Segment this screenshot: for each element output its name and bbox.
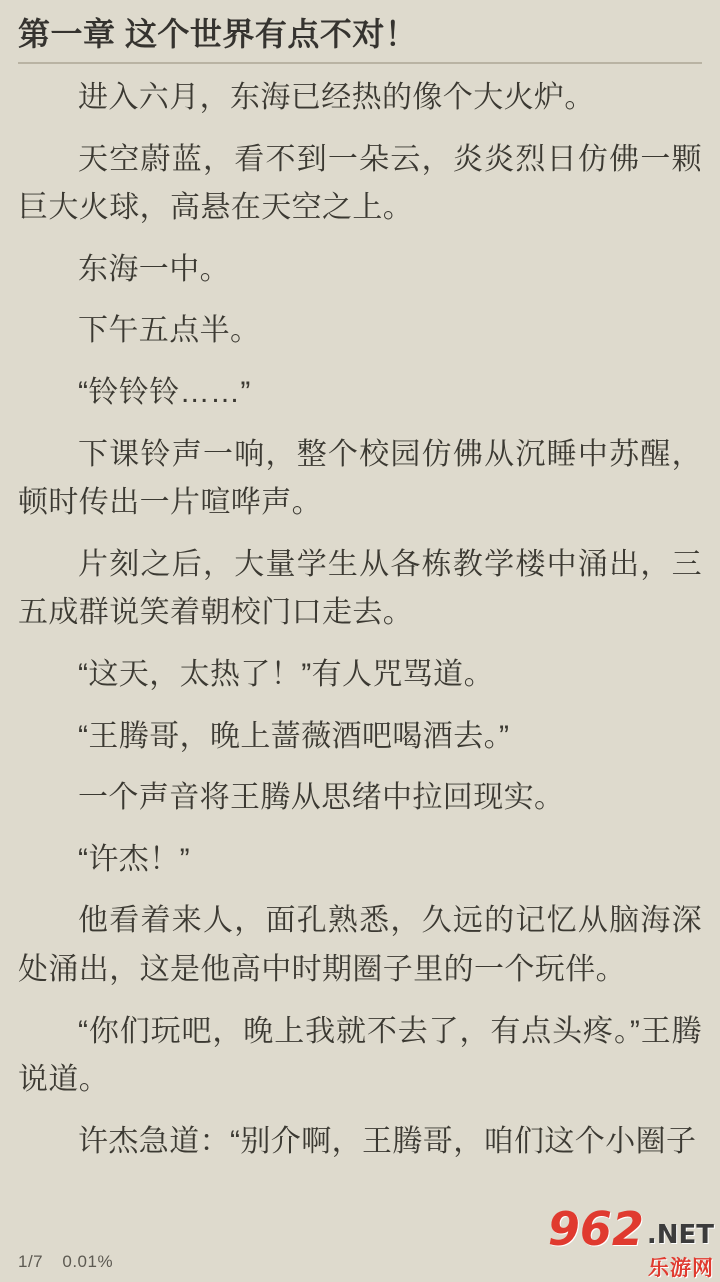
title-divider: [18, 62, 702, 64]
paragraph: 天空蔚蓝，看不到一朵云，炎炎烈日仿佛一颗巨大火球，高悬在天空之上。: [18, 142, 702, 225]
reader-status-bar: [18, 1252, 113, 1272]
paragraph: 进入六月，东海已经热的像个大火炉。: [78, 81, 595, 114]
paragraph: 他看着来人，面孔熟悉，久远的记忆从脑海深处涌出，这是他高中时期圈子里的一个玩伴。: [18, 904, 702, 986]
paragraph: “王腾哥，晚上蔷薇酒吧喝酒去。”: [78, 719, 510, 753]
paragraph: 片刻之后，大量学生从各栋教学楼中涌出，三五成群说笑着朝校门口走去。: [18, 547, 702, 630]
chapter-body: [18, 74, 702, 1166]
site-watermark: [544, 1201, 714, 1281]
paragraph: “这天，太热了！”有人咒骂道。: [78, 657, 494, 691]
progress-indicator: 0.01%: [62, 1252, 114, 1271]
paragraph: “铃铃铃……”: [78, 375, 251, 409]
paragraph: 一个声音将王腾从思绪中拉回现实。: [78, 781, 565, 815]
paragraph: 许杰急道：“别介啊，王腾哥，咱们这个小圈子: [78, 1124, 697, 1158]
paragraph: “许杰！”: [78, 842, 190, 876]
watermark-net: .NET: [646, 1220, 714, 1251]
watermark-subtitle: 乐游网: [648, 1257, 714, 1281]
paragraph: 下午五点半。: [78, 314, 261, 348]
watermark-main: [547, 1201, 714, 1256]
watermark-number: 962: [547, 1201, 644, 1256]
paragraph: 下课铃声一响，整个校园仿佛从沉睡中苏醒，顿时传出一片喧哗声。: [18, 437, 702, 520]
paragraph: 东海一中。: [78, 252, 230, 286]
page-indicator: 1/7: [18, 1252, 44, 1271]
paragraph: “你们玩吧，晚上我就不去了，有点头疼。”王腾说道。: [18, 1014, 702, 1097]
page-title: 第一章 这个世界有点不对！: [18, 16, 418, 52]
